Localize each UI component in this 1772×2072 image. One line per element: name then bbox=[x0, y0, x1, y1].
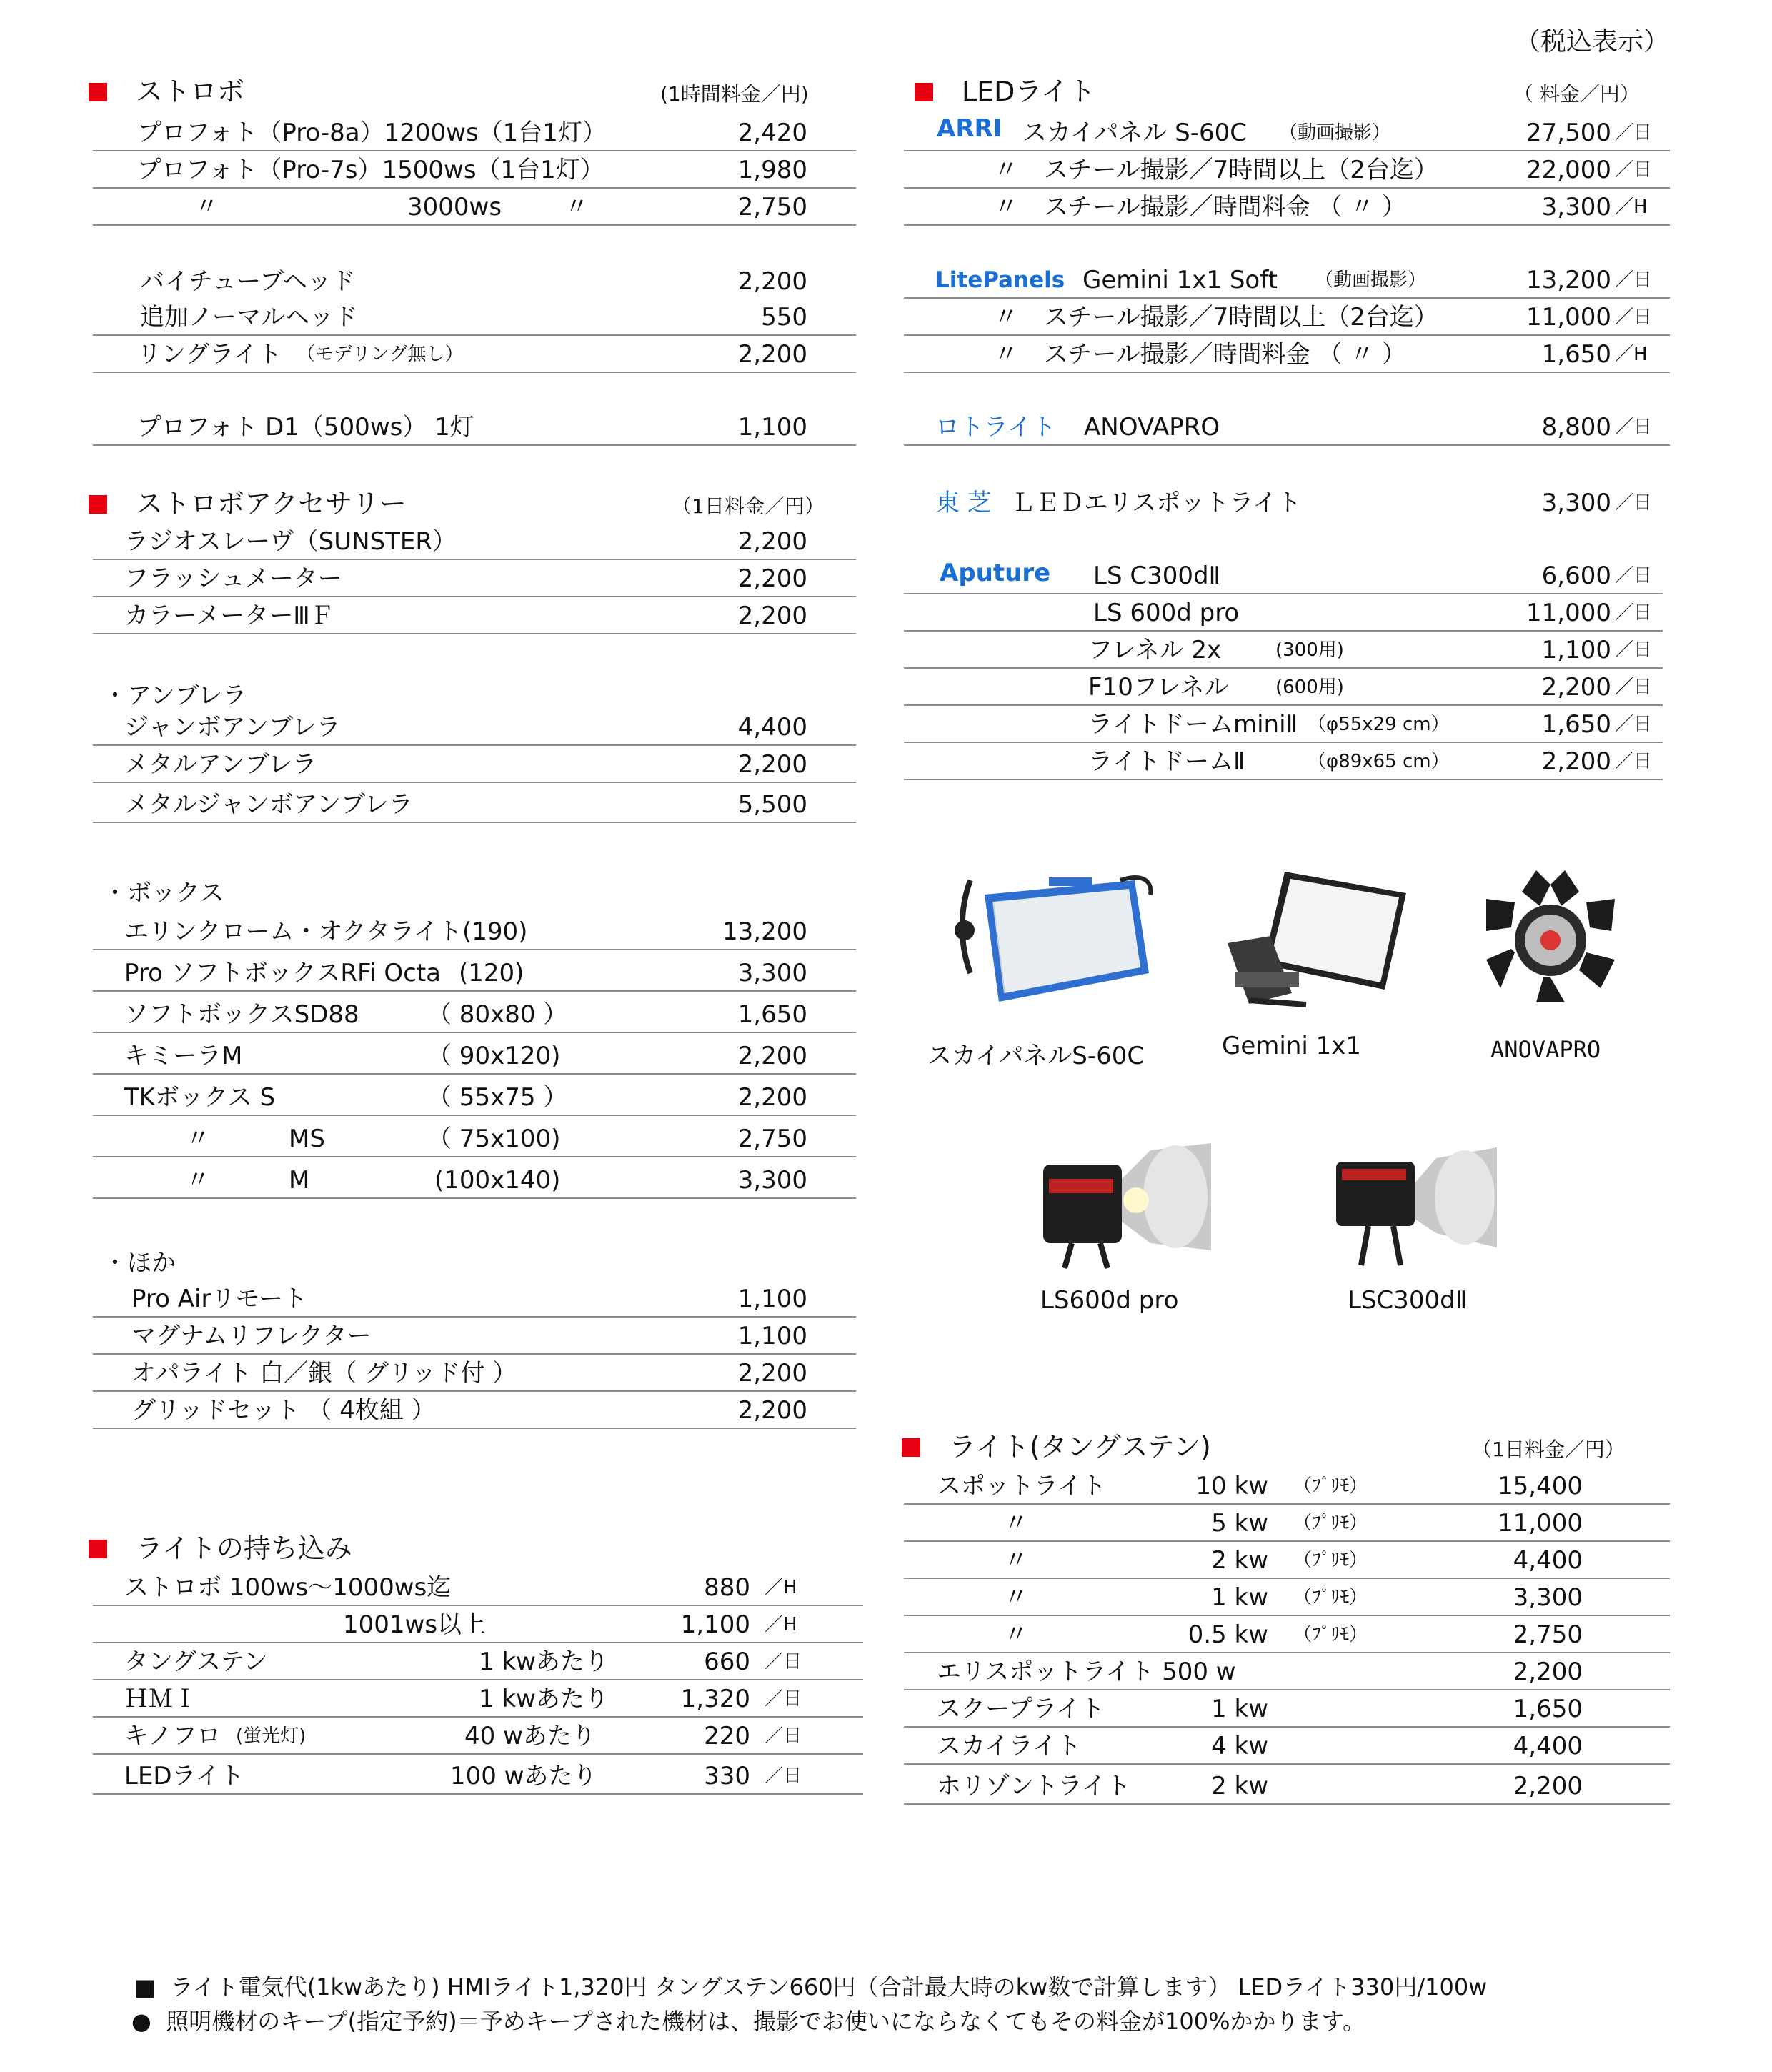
ls600d-image bbox=[1029, 1136, 1215, 1272]
black-circle-icon: ● bbox=[131, 2008, 151, 2035]
table-row: キミーラM （ 90x120) 2,200 bbox=[93, 1037, 856, 1075]
table-row: 〃 MS （ 75x100) 2,750 bbox=[93, 1120, 856, 1157]
caption-lsc300d: LSC300dⅡ bbox=[1348, 1286, 1468, 1315]
anovapro-image bbox=[1479, 870, 1622, 1006]
table-row: ロトライト ANOVAPRO 8,800 ／日 bbox=[904, 409, 1670, 446]
table-row: ストロボ 100ws〜1000ws迄 880 ／H bbox=[93, 1569, 863, 1606]
table-row: ソフトボックスSD88 （ 80x80 ） 1,650 bbox=[93, 996, 856, 1033]
table-row: スカイライト 4 kw 4,400 bbox=[904, 1728, 1670, 1765]
table-row: プロフォト（Pro-7s）1500ws（1台1灯） 1,980 bbox=[93, 151, 856, 189]
table-row: 〃 2 kw （ﾌﾟﾘﾓ） 4,400 bbox=[904, 1542, 1670, 1579]
table-row: ライトドームⅡ （φ89x65 cm） 2,200 ／日 bbox=[904, 743, 1663, 780]
table-row: スポットライト 10 kw （ﾌﾟﾘﾓ） 15,400 bbox=[904, 1468, 1670, 1505]
table-row: オパライト 白／銀（ グリッド付 ） 2,200 bbox=[93, 1355, 856, 1392]
table-row: タングステン 1 kwあたり 660 ／日 bbox=[93, 1643, 863, 1680]
table-row: TKボックス S （ 55x75 ） 2,200 bbox=[93, 1079, 856, 1116]
table-row: 〃 スチール撮影／7時間以上（2台迄） 11,000 ／日 bbox=[904, 299, 1670, 336]
table-row: 〃 スチール撮影／7時間以上（2台迄） 22,000 ／日 bbox=[904, 151, 1670, 189]
table-row: ジャンボアンブレラ 4,400 bbox=[93, 709, 856, 746]
box-heading: ・ボックス bbox=[103, 879, 224, 907]
section-title-accessory: ストロボアクセサリー bbox=[89, 486, 407, 522]
red-square-icon bbox=[89, 1540, 107, 1558]
table-row: 〃 スチール撮影／時間料金 （ 〃 ） 1,650 ／H bbox=[904, 336, 1670, 373]
footer-line-keep: ● 照明機材のキープ(指定予約)＝予めキープされた機材は、撮影でお使いにならなくてもその料金が100%かかります。 bbox=[131, 2008, 1365, 2035]
section-title-bring-in: ライトの持ち込み bbox=[89, 1530, 352, 1566]
table-row: Pro Airリモート 1,100 bbox=[93, 1280, 856, 1318]
table-row: ライトドームminiⅡ （φ55x29 cm） 1,650 ／日 bbox=[904, 706, 1663, 743]
table-row: LitePanels Gemini 1x1 Soft （動画撮影） 13,200 ／日 bbox=[904, 262, 1670, 299]
table-row: F10フレネル (600用) 2,200 ／日 bbox=[904, 669, 1663, 706]
table-row: ラジオスレーヴ（SUNSTER） 2,200 bbox=[93, 523, 856, 560]
table-row: プロフォト D1（500ws） 1灯 1,100 bbox=[93, 409, 856, 446]
caption-gemini: Gemini 1x1 bbox=[1222, 1032, 1362, 1060]
caption-skypanel: スカイパネルS-60C bbox=[927, 1042, 1145, 1070]
table-row: リングライト （モデリング無し） 2,200 bbox=[93, 336, 856, 373]
table-row: 東 芝 ＬＥＤエリスポットライト 3,300 ／日 bbox=[935, 489, 1653, 517]
table-row: キノフロ (蛍光灯) 40 wあたり 220 ／日 bbox=[93, 1718, 863, 1755]
led-unit: （ 料金／円） bbox=[1513, 82, 1640, 106]
table-row: 追加ノーマルヘッド 550 bbox=[93, 299, 856, 336]
table-row: Pro ソフトボックスRFi Octa (120) 3,300 bbox=[93, 955, 856, 992]
table-row: フラッシュメーター 2,200 bbox=[93, 560, 856, 597]
caption-anovapro: ANOVAPRO bbox=[1490, 1036, 1601, 1063]
table-row: バイチューブヘッド 2,200 bbox=[140, 267, 807, 296]
brand-aputure: Aputure bbox=[940, 559, 1051, 587]
section-title-led: LEDライト bbox=[915, 74, 1095, 109]
tungsten-unit: （1日料金／円） bbox=[1472, 1438, 1625, 1461]
tax-note: （税込表示） bbox=[1515, 27, 1670, 56]
table-row: ホリゾントライト 2 kw 2,200 bbox=[904, 1768, 1670, 1805]
strobe-unit: (1時間料金／円) bbox=[660, 82, 809, 106]
umbrella-heading: ・アンブレラ bbox=[103, 682, 247, 710]
red-square-icon bbox=[89, 83, 107, 101]
black-square-icon: ■ bbox=[134, 1973, 156, 2001]
caption-ls600d: LS600d pro bbox=[1040, 1286, 1179, 1315]
brand-arri: ARRI bbox=[937, 114, 1002, 143]
table-row: ＨＭＩ 1 kwあたり 1,320 ／日 bbox=[93, 1680, 863, 1718]
table-row: エリスポットライト 500 w 2,200 bbox=[904, 1653, 1670, 1690]
gemini-image bbox=[1220, 865, 1415, 1007]
table-row: スクープライト 1 kw 1,650 bbox=[904, 1690, 1670, 1728]
footer-line-electricity: ■ ライト電気代(1kwあたり) HMIライト1,320円 タングステン660円（合計最大時のkw数で計算します） LEDライト330円/100w bbox=[134, 1973, 1488, 2001]
table-row: エリンクローム・オクタライト(190) 13,200 bbox=[93, 913, 856, 950]
table-row: ARRI スカイパネル S-60C （動画撮影） 27,500 ／日 bbox=[904, 114, 1670, 151]
section-title-tungsten: ライト(タングステン) bbox=[902, 1429, 1211, 1465]
accessory-unit: （1日料金／円） bbox=[672, 494, 825, 518]
table-row: LS 600d pro 11,000 ／日 bbox=[904, 594, 1663, 632]
table-row: 〃 M (100x140) 3,300 bbox=[93, 1162, 856, 1199]
table-row: Aputure LS C300dⅡ 6,600 ／日 bbox=[904, 557, 1663, 594]
table-row: グリッドセット （ 4枚組 ） 2,200 bbox=[93, 1392, 856, 1429]
table-row: フレネル 2x (300用) 1,100 ／日 bbox=[904, 632, 1663, 669]
red-square-icon bbox=[915, 83, 933, 101]
brand-toshiba: 東 芝 bbox=[935, 489, 992, 517]
table-row: メタルジャンボアンブレラ 5,500 bbox=[93, 786, 856, 823]
skypanel-image bbox=[942, 866, 1158, 1012]
table-row: プロフォト（Pro-8a）1200ws（1台1灯） 2,420 bbox=[93, 114, 856, 151]
table-row: 1001ws以上 1,100 ／H bbox=[93, 1606, 863, 1643]
other-heading: ・ほか bbox=[103, 1249, 176, 1277]
table-row: 〃 5 kw （ﾌﾟﾘﾓ） 11,000 bbox=[904, 1505, 1670, 1542]
table-row: 〃 0.5 kw （ﾌﾟﾘﾓ） 2,750 bbox=[904, 1616, 1670, 1653]
lsc300d-image bbox=[1329, 1140, 1500, 1269]
table-row: 〃 1 kw （ﾌﾟﾘﾓ） 3,300 bbox=[904, 1579, 1670, 1616]
section-title-strobe: ストロボ bbox=[89, 74, 244, 109]
brand-litepanels: LitePanels bbox=[935, 267, 1065, 293]
table-row: 〃 3000ws 〃 2,750 bbox=[93, 189, 856, 226]
red-square-icon bbox=[89, 495, 107, 514]
table-row: メタルアンブレラ 2,200 bbox=[93, 746, 856, 783]
table-row: 〃 スチール撮影／時間料金 （ 〃 ） 3,300 ／H bbox=[904, 189, 1670, 226]
table-row: マグナムリフレクター 1,100 bbox=[93, 1318, 856, 1355]
brand-rotolight: ロトライト bbox=[935, 413, 1056, 442]
red-square-icon bbox=[902, 1438, 920, 1457]
table-row: カラーメーターⅢＦ 2,200 bbox=[93, 597, 856, 634]
table-row: LEDライト 100 wあたり 330 ／日 bbox=[93, 1758, 863, 1795]
